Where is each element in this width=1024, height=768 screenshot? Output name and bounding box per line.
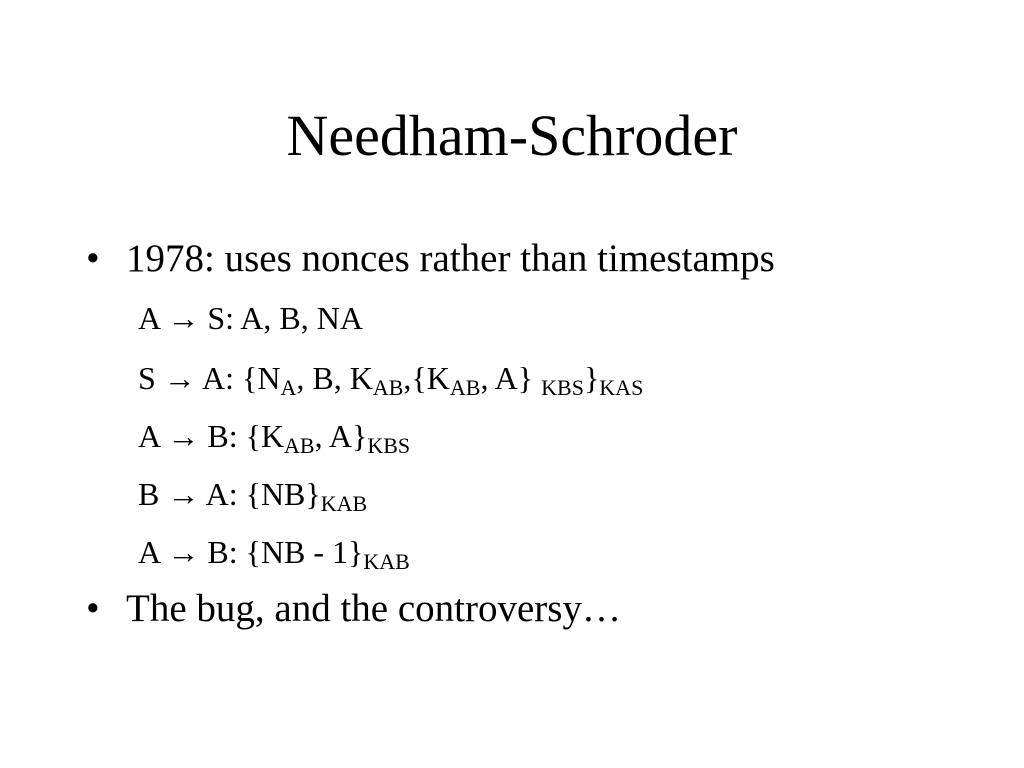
step-sender: A bbox=[138, 418, 160, 454]
step-receiver: A bbox=[202, 360, 226, 396]
subscript: KAB bbox=[363, 549, 410, 574]
protocol-step-4 bbox=[138, 474, 367, 514]
protocol-step-5 bbox=[138, 532, 410, 572]
protocol-step-3 bbox=[138, 416, 410, 456]
subscript: AB bbox=[372, 375, 404, 400]
subscript: AB bbox=[284, 433, 315, 458]
arrow-icon: → bbox=[167, 418, 200, 454]
protocol-step-2 bbox=[138, 358, 643, 398]
step-receiver: B bbox=[207, 534, 229, 570]
step-message-part: } bbox=[583, 360, 600, 396]
step-receiver: S bbox=[207, 300, 226, 336]
step-message-part: ,{K bbox=[403, 360, 450, 396]
arrow-icon: → bbox=[167, 534, 200, 570]
step-sender: A bbox=[138, 534, 160, 570]
protocol-step-1 bbox=[138, 298, 363, 338]
subscript: KBS bbox=[367, 433, 411, 458]
step-message-part: , A} bbox=[314, 418, 368, 454]
bullet-text: 1978: uses nonces rather than timestamps bbox=[126, 237, 775, 280]
step-message-part: : {N bbox=[225, 360, 281, 396]
bullet-text: The bug, and the controversy… bbox=[126, 587, 621, 630]
subscript: KBS bbox=[541, 375, 584, 400]
step-message-part: : {K bbox=[228, 418, 285, 454]
step-receiver: B bbox=[207, 418, 229, 454]
arrow-icon: → bbox=[167, 476, 200, 512]
step-sender: B bbox=[138, 476, 160, 512]
step-message-part: : {NB} bbox=[228, 476, 321, 512]
step-message-part: , A} bbox=[480, 360, 534, 396]
subscript: A bbox=[280, 375, 297, 400]
step-message: : A, B, NA bbox=[225, 300, 363, 336]
step-message-part: , B, K bbox=[296, 360, 373, 396]
step-sender: A bbox=[138, 300, 160, 336]
step-sender: S bbox=[138, 360, 156, 396]
step-receiver: A bbox=[205, 476, 229, 512]
bullet-item bbox=[86, 236, 775, 282]
subscript: AB bbox=[449, 375, 481, 400]
bullet-icon: • bbox=[86, 237, 100, 280]
step-message-part: : {NB - 1} bbox=[228, 534, 364, 570]
bullet-item bbox=[86, 586, 621, 632]
subscript: KAB bbox=[320, 491, 368, 516]
slide-title: Needham-Schroder bbox=[286, 103, 738, 168]
subscript: KAS bbox=[599, 375, 644, 400]
arrow-icon: → bbox=[163, 360, 196, 396]
arrow-icon: → bbox=[167, 300, 200, 336]
bullet-icon: • bbox=[86, 587, 100, 630]
